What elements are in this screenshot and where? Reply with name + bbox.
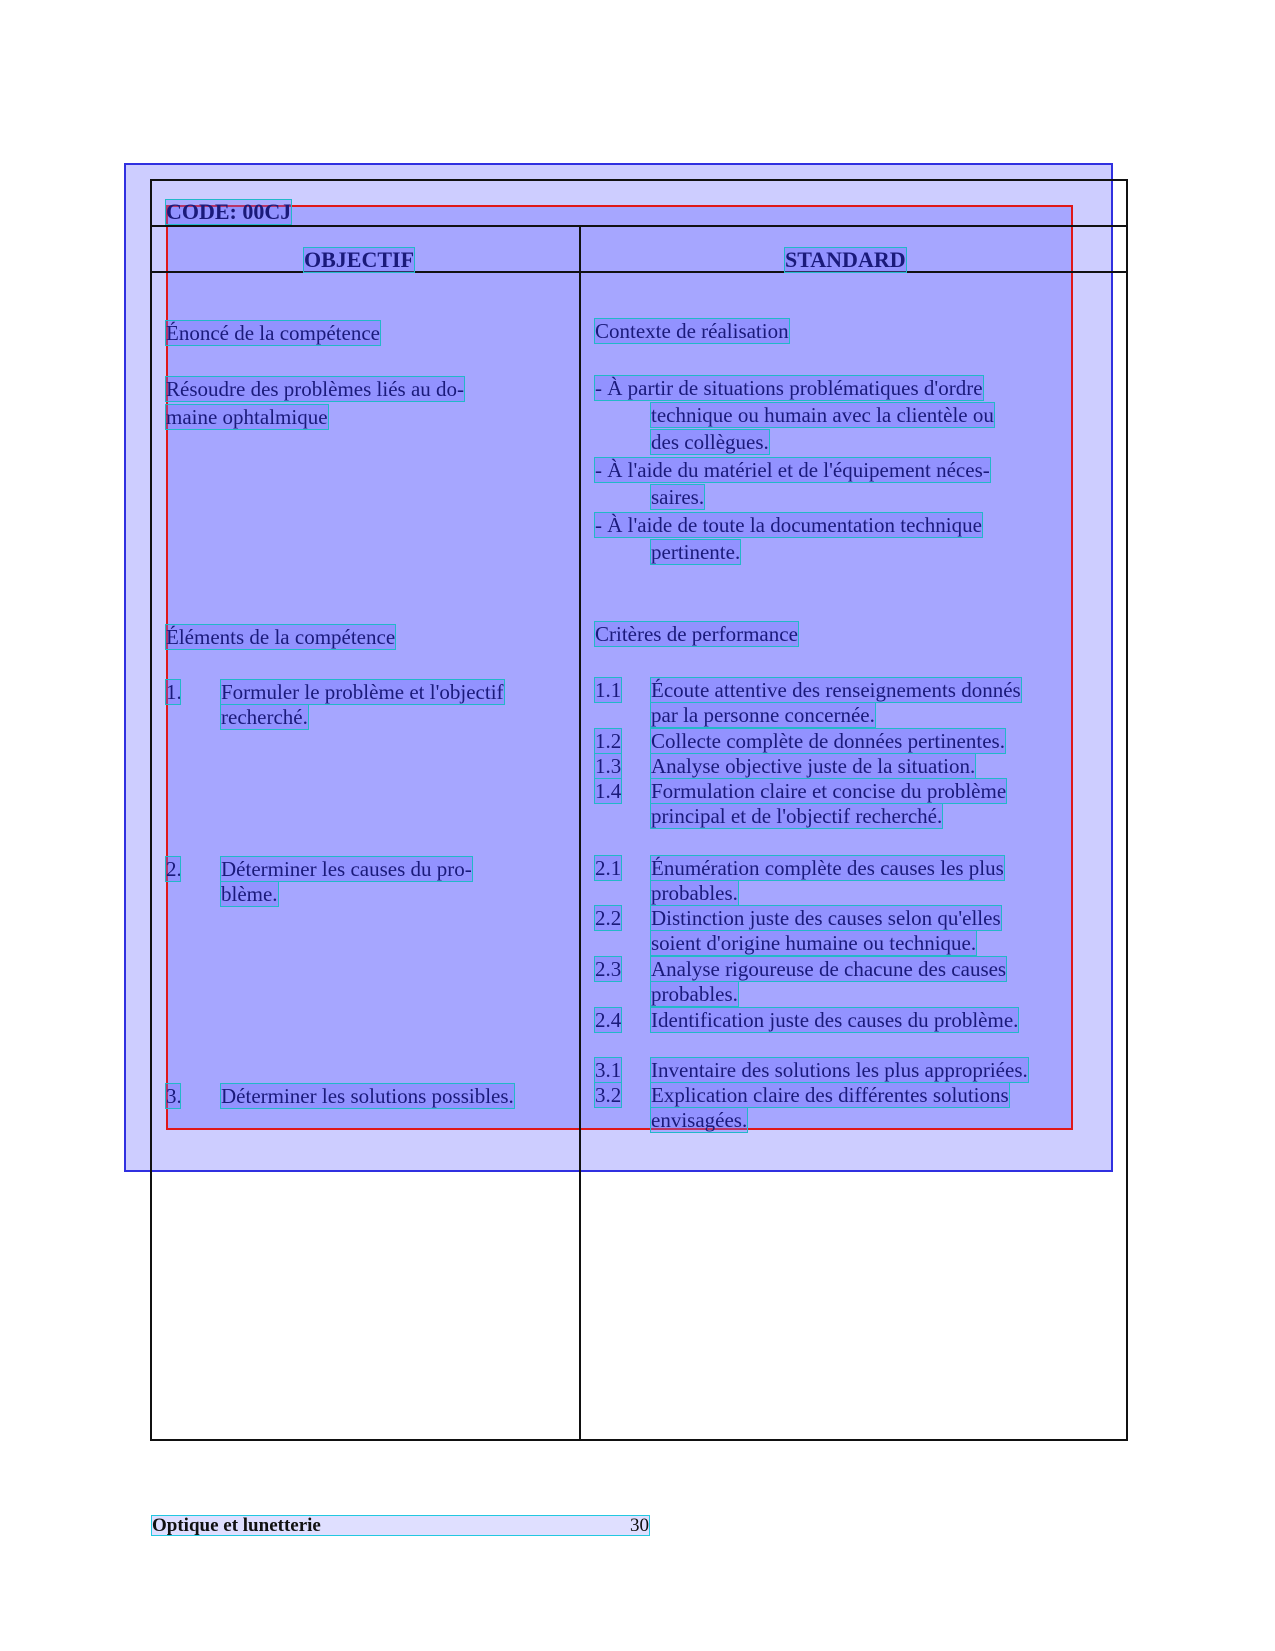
competence-table (150, 179, 1128, 1441)
page-footer (152, 1516, 649, 1535)
element-line: Déterminer les causes du pro- (221, 857, 472, 881)
elements-title: Éléments de la compétence (166, 625, 396, 649)
contexte-line: - À l'aide de toute la documentation technique (595, 513, 982, 537)
critere-line: Inventaire des solutions les plus appropriées. (651, 1058, 1028, 1082)
critere-line: probables. (651, 881, 738, 905)
critere-line: Écoute attentive des renseignements donnés (651, 678, 1021, 702)
critere-line: Distinction juste des causes selon qu'elles (651, 906, 1001, 930)
contexte-line: - À l'aide du matériel et de l'équipement néces- (595, 458, 990, 482)
critere-line: Analyse rigoureuse de chacune des causes (651, 957, 1007, 981)
critere-line: soient d'origine humaine ou technique. (651, 931, 977, 955)
critere-number: 2.1 (595, 856, 622, 880)
contexte-line: saires. (651, 485, 705, 509)
critere-line: probables. (651, 982, 738, 1006)
critere-line: Identification juste des causes du problème. (651, 1008, 1019, 1032)
contexte-line: pertinente. (651, 540, 741, 564)
critere-number: 3.1 (595, 1058, 622, 1082)
critere-number: 2.2 (595, 906, 622, 930)
header-objectif: OBJECTIF (304, 247, 415, 272)
critere-line: Collecte complète de données pertinentes. (651, 729, 1005, 753)
critere-line: Explication claire des différentes solutions (651, 1083, 1009, 1107)
critere-number: 1.4 (595, 779, 622, 803)
critere-line: principal et de l'objectif recherché. (651, 804, 943, 828)
criteres-title: Critères de performance (595, 622, 798, 646)
contexte-title: Contexte de réalisation (595, 319, 789, 343)
element-line: recherché. (221, 705, 308, 729)
contexte-line: technique ou humain avec la clientèle ou (651, 403, 994, 427)
element-line: Déterminer les solutions possibles. (221, 1084, 514, 1108)
critere-line: par la personne concernée. (651, 703, 875, 727)
critere-number: 1.1 (595, 678, 622, 702)
footer-label: Optique et lunetterie (152, 1515, 321, 1536)
code-label: CODE: 00CJ (166, 199, 292, 224)
enonce-line: maine ophtalmique (166, 405, 328, 429)
element-number: 2. (166, 857, 182, 881)
critere-number: 3.2 (595, 1083, 622, 1107)
critere-number: 1.3 (595, 754, 622, 778)
header-standard: STANDARD (785, 247, 906, 272)
element-number: 1. (166, 680, 182, 704)
contexte-line: - À partir de situations problématiques d'ordre (595, 376, 983, 400)
enonce-title: Énoncé de la compétence (166, 321, 380, 345)
element-line: Formuler le problème et l'objectif (221, 680, 504, 704)
enonce-line: Résoudre des problèmes liés au do- (166, 377, 465, 401)
critere-line: envisagées. (651, 1108, 748, 1132)
critere-line: Énumération complète des causes les plus (651, 856, 1004, 880)
table-divider-top (150, 225, 1128, 227)
element-number: 3. (166, 1084, 182, 1108)
element-line: blème. (221, 882, 278, 906)
critere-line: Formulation claire et concise du problème (651, 779, 1007, 803)
critere-number: 2.3 (595, 957, 622, 981)
critere-number: 2.4 (595, 1008, 622, 1032)
critere-line: Analyse objective juste de la situation. (651, 754, 976, 778)
critere-number: 1.2 (595, 729, 622, 753)
table-column-divider (579, 225, 581, 1441)
contexte-line: des collègues. (651, 430, 769, 454)
table-divider-header (150, 271, 1128, 273)
page-number: 30 (630, 1515, 649, 1536)
